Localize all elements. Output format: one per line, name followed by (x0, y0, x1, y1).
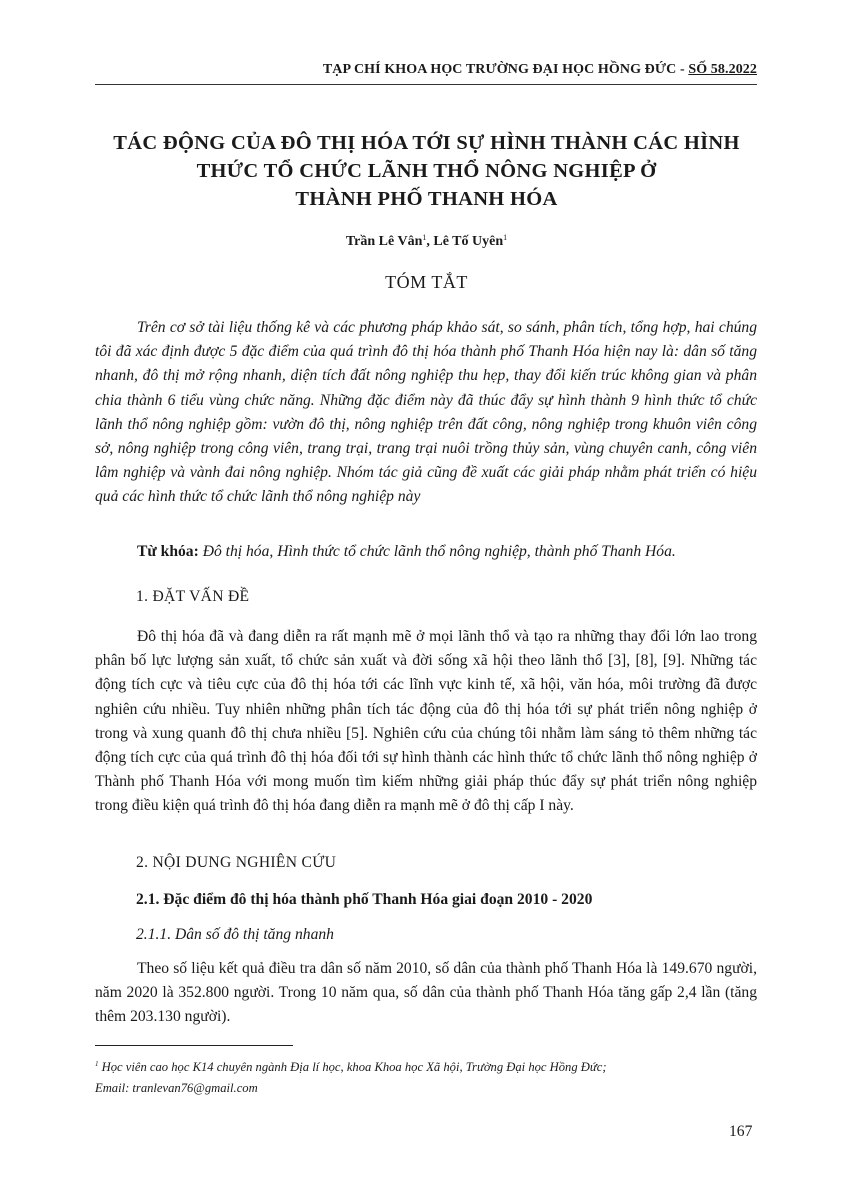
author-2-affiliation-mark: 1 (503, 233, 508, 242)
keywords-text: Đô thị hóa, Hình thức tổ chức lãnh thổ nông nghiệp, thành phố Thanh Hóa. (198, 543, 676, 560)
author-1: Trần Lê Vân (345, 234, 423, 249)
abstract-heading: TÓM TẮT (385, 272, 468, 292)
section-2-heading: 2. NỘI DUNG NGHIÊN CỨU (136, 854, 337, 871)
subsubsection-2-1-1-heading: 2.1.1. Dân số đô thị tăng nhanh (136, 926, 334, 943)
title-line-2: THỨC TỔ CHỨC LÃNH THỔ NÔNG NGHIỆP Ở (196, 160, 657, 182)
footnote (95, 1054, 757, 1099)
author-list (0, 233, 853, 250)
header-rule (95, 84, 757, 85)
journal-running-header (95, 62, 757, 78)
author-1-affiliation-mark: 1 (422, 233, 427, 242)
title-line-1: TÁC ĐỘNG CỦA ĐÔ THỊ HÓA TỚI SỰ HÌNH THÀNH CÁC HÌNH (113, 132, 740, 154)
author-separator: , (426, 234, 434, 249)
section-1-heading: 1. ĐẶT VẤN ĐỀ (136, 588, 250, 605)
footnote-email: Email: tranlevan76@gmail.com (95, 1081, 258, 1095)
footnote-rule (95, 1045, 293, 1046)
page-number: 167 (729, 1123, 753, 1140)
section-2-paragraph: Theo số liệu kết quả điều tra dân số năm 2010, số dân của thành phố Thanh Hóa là 149.670 người, năm 2020 là 352.800 người. Trong 10 năm qua, số dân của thành phố Thanh Hóa tăng gấp 2,4 lần (tăng thêm 203.130 người). (95, 960, 757, 1026)
footnote-mark: 1 (95, 1060, 99, 1068)
keywords-label: Từ khóa: (137, 543, 199, 560)
subsection-2-1-heading: 2.1. Đặc điểm đô thị hóa thành phố Thanh Hóa giai đoạn 2010 - 2020 (136, 891, 593, 908)
article-title (60, 129, 793, 213)
keywords (137, 541, 777, 563)
title-line-3: THÀNH PHỐ THANH HÓA (295, 188, 558, 210)
abstract-text: Trên cơ sở tài liệu thống kê và các phương pháp khảo sát, so sánh, phân tích, tổng hợp, hai chúng tôi đã xác định được 5 đặc điểm của quá trình đô thị hóa thành phố Thanh Hóa hiện nay là: dân số tăng nhanh, đô thị mở rộng nhanh, diện tích đất nông nghiệp thu hẹp, thay đổi kiến trúc không gian và phân chia thành 6 tiểu vùng chức năng. Những đặc điểm này đã thúc đẩy sự hình thành 9 hình thức tổ chức lãnh thổ nông nghiệp gồm: vườn đô thị, nông nghiệp trên đất công, nông nghiệp trong khuôn viên công sở, nông nghiệp trong công viên, trang trại, trang trại nuôi trồng thủy sản, vùng chuyên canh, công viên lâm nghiệp và vành đai nông nghiệp. Nhóm tác giả cũng đề xuất các giải pháp nhằm phát triển có hiệu quả các hình thức tổ chức lãnh thổ nông nghiệp này (95, 319, 757, 506)
section-1-paragraph: Đô thị hóa đã và đang diễn ra rất mạnh mẽ ở mọi lãnh thổ và tạo ra những thay đổi lớn lao trong phân bố lực lượng sản xuất, tổ chức sản xuất và đời sống xã hội theo lãnh thổ [3], [8], [9]. Những tác động tích cực và tiêu cực của đô thị hóa tới các lĩnh vực kinh tế, xã hội, văn hóa, môi trường đã được nghiên cứu nhiều. Tuy nhiên những phân tích tác động của đô thị hóa tới sự phát triển nông nghiệp ở trong và xung quanh đô thị chưa nhiều [5]. Nghiên cứu của chúng tôi nhằm làm sáng tỏ thêm những tác động tích cực của quá trình đô thị hóa đối tới sự hình thành các hình thức tổ chức lãnh thổ nông nghiệp ở Thành phố Thanh Hóa với mong muốn tìm kiếm những giải pháp thúc đẩy sự phát triển nông nghiệp trong điều kiện quá trình đô thị hóa đang diễn ra mạnh mẽ ở đô thị cấp I này. (95, 628, 757, 815)
journal-issue: SỐ 58.2022 (688, 62, 757, 77)
footnote-affiliation: Học viên cao học K14 chuyên ngành Địa lí học, khoa Khoa học Xã hội, Trường Đại học Hồng Đức; (98, 1060, 607, 1074)
journal-name: TẠP CHÍ KHOA HỌC TRƯỜNG ĐẠI HỌC HỒNG ĐỨC - (322, 62, 689, 77)
author-2: Lê Tố Uyên (433, 234, 504, 249)
